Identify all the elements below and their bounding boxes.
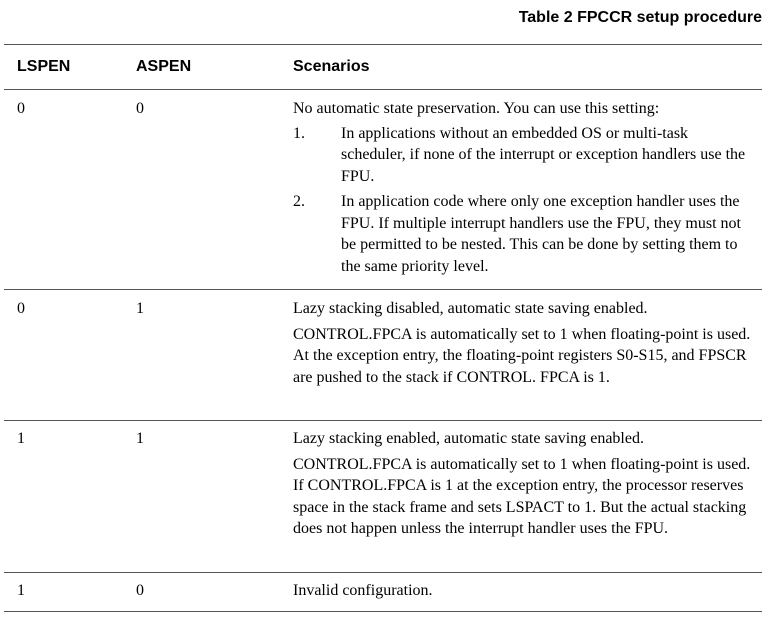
row4-lspen: 1 [17, 582, 25, 599]
row-divider [4, 572, 762, 573]
header-lspen: LSPEN [17, 58, 71, 75]
row2-scenario [293, 298, 753, 388]
row1-list-item [293, 191, 753, 277]
row3-aspen: 1 [136, 430, 144, 447]
row-divider [4, 289, 762, 290]
table-title: Table 2 FPCCR setup procedure [518, 9, 762, 26]
row4-aspen: 0 [136, 582, 144, 599]
table-top-rule [4, 44, 762, 45]
row2-intro: Lazy stacking disabled, automatic state saving enabled. [293, 300, 648, 317]
table-bottom-rule [4, 611, 762, 612]
row1-item2-text: In application code where only one exception handler uses the FPU. If multiple interrupt handlers use the FPU, they must not be permitted to be nested. This can be done by setting them to the same priority level. [341, 193, 741, 275]
row1-item1-number: 1. [293, 124, 305, 142]
row4-intro: Invalid configuration. [293, 582, 433, 599]
header-scenarios: Scenarios [293, 58, 370, 75]
row2-lspen: 0 [17, 300, 25, 317]
header-aspen: ASPEN [136, 58, 192, 75]
row1-scenario [293, 98, 753, 277]
row1-list-item [293, 123, 753, 188]
row3-detail: CONTROL.FPCA is automatically set to 1 when floating-point is used. If CONTROL.FPCA is 1 at the exception entry, the processor reserves space in the stack frame and sets LSPACT to 1. But the actual stacking does not happen unless the interrupt handler uses the FPU. [293, 455, 751, 537]
row3-lspen: 1 [17, 430, 25, 447]
row3-scenario [293, 428, 753, 540]
row1-item1-text: In applications without an embedded OS or multi-task scheduler, if none of the interrupt or exception handlers use the FPU. [341, 124, 746, 185]
row4-scenario [293, 580, 753, 602]
header-rule [4, 89, 762, 90]
row2-detail: CONTROL.FPCA is automatically set to 1 when floating-point is used. At the exception entry, the floating-point registers S0-S15, and FPSCR are pushed to the stack if CONTROL. FPCA is 1. [293, 325, 751, 386]
row1-aspen: 0 [136, 100, 144, 117]
row1-item2-number: 2. [293, 193, 305, 210]
row3-intro: Lazy stacking enabled, automatic state saving enabled. [293, 430, 644, 447]
row1-intro: No automatic state preservation. You can use this setting: [293, 100, 660, 117]
row-divider [4, 420, 762, 421]
row1-lspen: 0 [17, 100, 25, 117]
row2-aspen: 1 [136, 300, 144, 317]
